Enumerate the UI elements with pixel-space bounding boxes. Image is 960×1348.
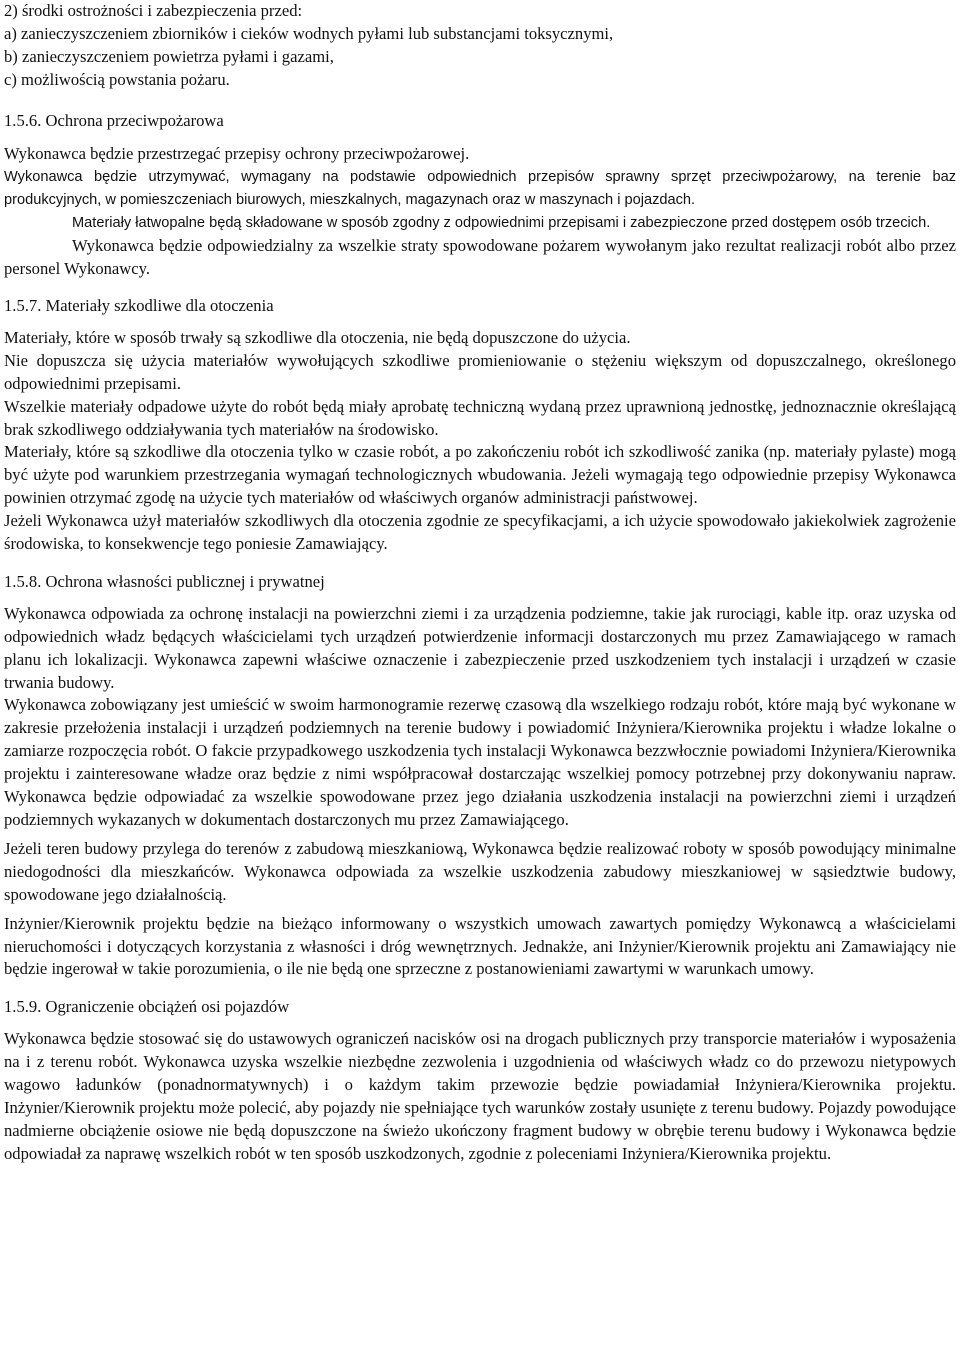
paragraph: Wykonawca zobowiązany jest umieścić w swoim harmonogramie rezerwę czasową dla wszelkiego rodzaju robót, które mają być wykonane w zakresie przełożenia instalacji i urządzeń podziemnych na terenie budowy i powiadomić Inżyniera/Kierownika projektu i władze lokalne o zamiarze rozpoczęcia robót. O fakcie przypadkowego uszkodzenia tych instalacji Wykonawca bezzwłocznie powiadomi Inżyniera/Kierownika projektu i zainteresowane władze oraz będzie z nimi współpracował dostarczając wszelkiej pomocy potrzebnej przy dokonywaniu napraw. Wykonawca będzie odpowiadać za wszelkie spowodowane przez jego działania uszkodzenia instalacji na powierzchni ziemi i urządzeń podziemnych wykazanych w dokumentach dostarczonych mu przez Zamawiającego. — [4, 695, 956, 829]
paragraph: Materiały, które w sposób trwały są szkodliwe dla otoczenia, nie będą dopuszczone do użycia. — [4, 327, 631, 347]
intro-line: b) zanieczyszczeniem powietrza pyłami i gazami, — [4, 46, 334, 66]
paragraph: Wykonawca będzie utrzymywać, wymagany na podstawie odpowiednich przepisów sprawny sprzęt przeciwpożarowy, na terenie baz produkcyjnych, w pomieszczeniach biurowych, mieszkalnych, magazynach oraz w maszynach i pojazdach. — [4, 169, 956, 209]
paragraph: Inżynier/Kierownik projektu będzie na bieżąco informowany o wszystkich umowach zawartych pomiędzy Wykonawcą a właścicielami nieruchomości i dotyczących korzystania z własności i dróg wewnętrznych. Jednakże, ani Inżynier/Kierownik projektu ani Zamawiający nie będzie ingerował w takie porozumienia, o ile nie będą one sprzeczne z postanowieniami zawartymi w warunkach umowy. — [4, 913, 956, 979]
paragraph: Wykonawca odpowiada za ochronę instalacji na powierzchni ziemi i za urządzenia podziemne, takie jak rurociągi, kable itp. oraz uzyska od odpowiednich władz będących właścicielami tych urządzeń potwierdzenie informacji dostarczonych mu przez Zamawiającego w ramach planu ich lokalizacji. Wykonawca zapewni właściwe oznaczenie i zabezpieczenie przed uszkodzeniem tych instalacji i urządzeń w czasie trwania budowy. — [4, 603, 956, 692]
paragraph: Jeżeli Wykonawca użył materiałów szkodliwych dla otoczenia zgodnie ze specyfikacjami, a ich użycie spowodowało jakiekolwiek zagrożenie środowiska, to konsekwencje tego poniesie Zamawiający. — [4, 511, 956, 554]
intro-line: 2) środki ostrożności i zabezpieczenia przed: — [4, 1, 303, 20]
section-heading-1-5-6: 1.5.6. Ochrona przeciwpożarowa — [4, 110, 224, 130]
section-heading-1-5-7: 1.5.7. Materiały szkodliwe dla otoczenia — [4, 295, 274, 315]
paragraph: Jeżeli teren budowy przylega do terenów z zabudową mieszkaniową, Wykonawca będzie realizować roboty w sposób powodujący minimalne niedogodności dla mieszkańców. Wykonawca odpowiada za wszelkie uszkodzenia zabudowy mieszkaniowej w sąsiedztwie budowy, spowodowane jego działalnością. — [4, 838, 956, 904]
intro-line: c) możliwością powstania pożaru. — [4, 69, 230, 89]
paragraph: Wykonawca będzie przestrzegać przepisy ochrony przeciwpożarowej. — [4, 143, 470, 163]
intro-line: a) zanieczyszczeniem zbiorników i cieków wodnych pyłami lub substancjami toksycznymi, — [4, 23, 614, 43]
paragraph: Materiały, które są szkodliwe dla otoczenia tylko w czasie robót, a po zakończeniu robót ich szkodliwość zanika (np. materiały pylaste) mogą być użyte pod warunkiem przestrzegania wymagań technologicznych wbudowania. Jeżeli wymagają tego odpowiednie przepisy Wykonawca powinien otrzymać zgodę na użycie tych materiałów od właściwych organów administracji państwowej. — [4, 442, 956, 508]
section-heading-1-5-9: 1.5.9. Ograniczenie obciążeń osi pojazdów — [4, 997, 290, 1017]
paragraph: Wykonawca będzie stosować się do ustawowych ograniczeń nacisków osi na drogach publicznych przy transporcie materiałów i wyposażenia na i z terenu robót. Wykonawca uzyska wszelkie niezbędne zezwolenia i uzgodnienia od właściwych władz co do przewozu nietypowych wagowo ładunków (ponadnormatywnych) i o każdym takim przewozie będzie powiadamiał Inżyniera/Kierownika projektu. Inżynier/Kierownik projektu może polecić, aby pojazdy nie spełniające tych warunków zostały usunięte z terenu budowy. Pojazdy powodujące nadmierne obciążenie osiowe nie będą dopuszczone na świeżo ukończony fragment budowy w obrębie terenu budowy i Wykonawca będzie odpowiadał za naprawę wszelkich robót w ten sposób uszkodzonych, zgodnie z poleceniami Inżyniera/Kierownika projektu. — [4, 1029, 956, 1163]
paragraph: Nie dopuszcza się użycia materiałów wywołujących szkodliwe promieniowanie o stężeniu większym od dopuszczalnego, określonego odpowiednimi przepisami. — [4, 350, 956, 393]
section-heading-1-5-8: 1.5.8. Ochrona własności publicznej i prywatnej — [4, 571, 325, 591]
paragraph: Wykonawca będzie odpowiedzialny za wszelkie straty spowodowane pożarem wywołanym jako rezultat realizacji robót albo przez personel Wykonawcy. — [4, 236, 956, 279]
paragraph: Wszelkie materiały odpadowe użyte do robót będą miały aprobatę techniczną wydaną przez uprawnioną jednostkę, jednoznacznie określającą brak szkodliwego oddziaływania tych materiałów na środowisko. — [4, 396, 956, 439]
paragraph: Materiały łatwopalne będą składowane w sposób zgodny z odpowiednimi przepisami i zabezpieczone przed dostępem osób trzecich. — [72, 215, 931, 232]
